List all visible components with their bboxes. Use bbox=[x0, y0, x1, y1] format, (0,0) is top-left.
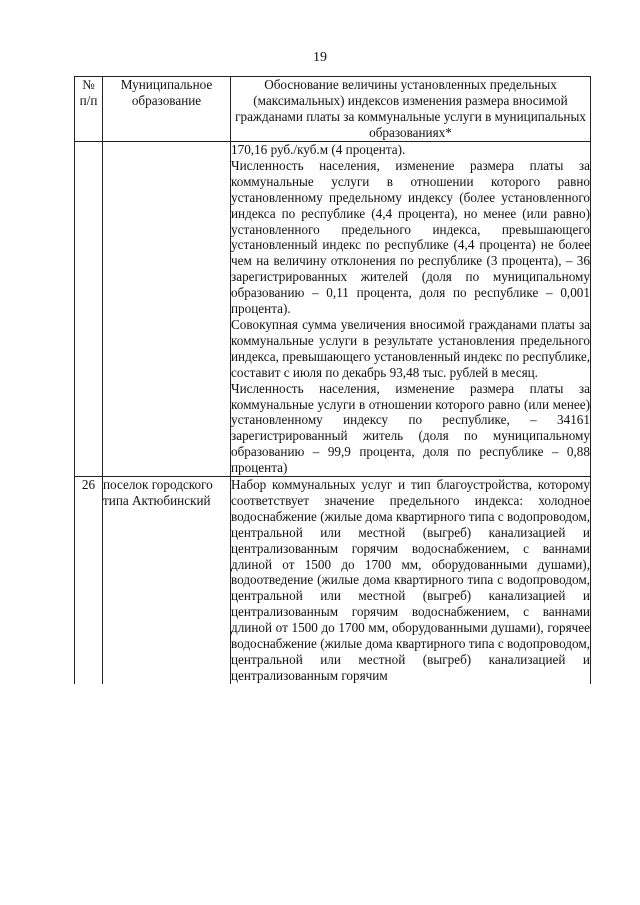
header-number-label: № п/п bbox=[79, 77, 98, 108]
header-municipality: Муниципальное образование bbox=[103, 77, 231, 142]
justification-paragraph: 170,16 руб./куб.м (4 процента). bbox=[231, 142, 406, 157]
page-number: 19 bbox=[313, 50, 327, 65]
row-number bbox=[75, 142, 103, 477]
table-header-row bbox=[75, 77, 591, 142]
header-number bbox=[75, 77, 103, 142]
row-justification bbox=[231, 477, 591, 684]
justification-paragraph: Численность населения, изменение размера платы за коммунальные услуги в отношении которого равно установленному предельному индексу (более установленного индекса по республике (4,4 процента), но менее (или равно) установленного предельного индекса, превышающего установленный индекс по республике (4,4 процента) не более чем на величину отклонения по республике (3 процента), – 36 зарегистрированных жителей (доля по муниципальному образованию – 0,11 процента, доля по республике – 0,001 процента). bbox=[231, 157, 590, 317]
header-justification: Обоснование величины установленных предельных (максимальных) индексов изменения размера вносимой гражданами платы за коммунальные услуги в муниципальных образованиях* bbox=[231, 77, 591, 142]
justification-paragraph: Совокупная сумма увеличения вносимой гражданами платы за коммунальные услуги в результате установления предельного индекса, превышающего установленный индекс по республике, составит с июля по декабрь 93,48 тыс. рублей в месяц. bbox=[231, 316, 590, 380]
row-justification bbox=[231, 142, 591, 477]
row-municipality: поселок городского типа Актюбинский bbox=[103, 477, 231, 684]
justification-paragraph: Численность населения, изменение размера платы за коммунальные услуги в отношении которого равно (или менее) установленному индексу по республике, – 34161 зарегистрированный житель (доля по муниципальному образованию – 99,9 процента, доля по республике – 0,88 процента) bbox=[231, 380, 590, 476]
table-row bbox=[75, 142, 591, 477]
row-municipality bbox=[103, 142, 231, 477]
justification-paragraph: Набор коммунальных услуг и тип благоустройства, которому соответствует значение предельного индекса: холодное водоснабжение (жилые дома квартирного типа с водопроводом, центральной или местной (выгреб) канализацией и централизованным горячим водоснабжением, с ваннами длиной от 1500 до 1700 мм, оборудованными душами), водоотведение (жилые дома квартирного типа с водопроводом, центральной или местной (выгреб) канализацией и централизованным горячим водоснабжением, с ваннами длиной от 1500 до 1700 мм, оборудованными душами), горячее водоснабжение (жилые дома квартирного типа с водопроводом, центральной или местной (выгреб) канализацией и централизованным горячим bbox=[231, 477, 590, 683]
row-number: 26 bbox=[75, 477, 103, 684]
table-row bbox=[75, 477, 591, 684]
tariff-index-table bbox=[74, 76, 591, 684]
